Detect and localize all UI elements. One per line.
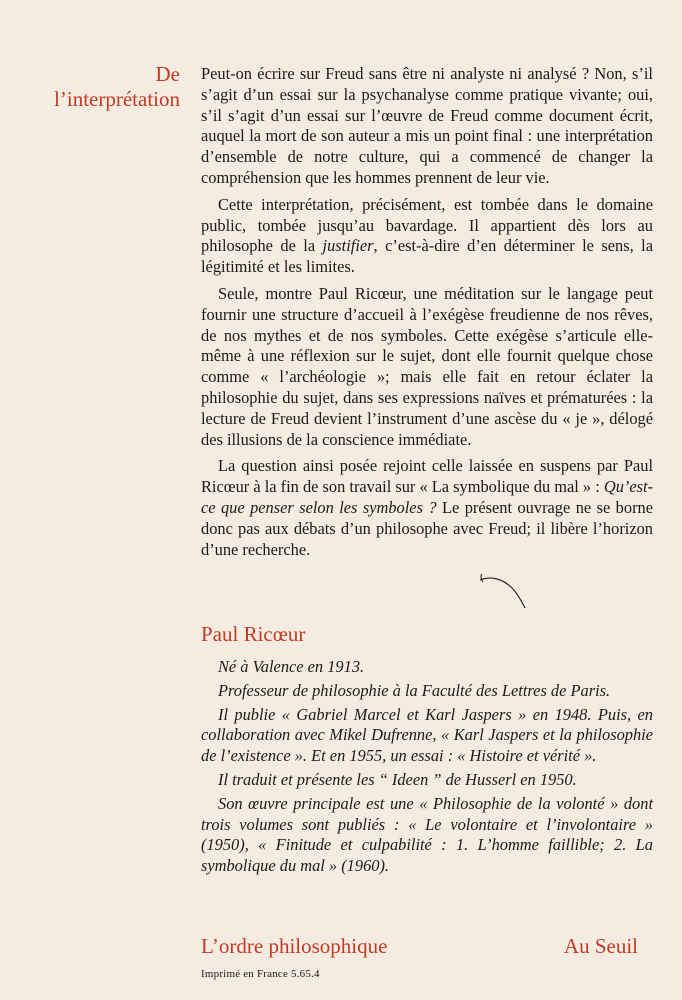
bio-line-2: Professeur de philosophie à la Faculté des Lettres de Paris. [218, 680, 611, 700]
book-title [20, 62, 180, 112]
blurb-paragraph-4 [201, 456, 653, 560]
bio-line-5: Son œuvre principale est une « Philosophie de la volonté » dont trois volumes sont publiés : « Le volontaire et l’involontaire » (1950), « Finitude et culpabilité : 1. L’homme faillible; 2. La symbolique du mal » (1960). [201, 793, 653, 876]
text-run: Peut-on écrire sur Freud sans être ni analyste ni analysé ? Non, s’il s’agit d’un essai sur la psychanalyse comme pratique vivante; oui, s’il s’agit d’un essai sur l’œuvre de Freud comme document écrit, auquel la mort de son auteur a mis un point final : une interprétation d’ensemble de notre culture, qui a commencé de changer la compréhension que les hommes prennent de leur vie. [201, 64, 653, 187]
blurb-text [201, 64, 653, 566]
swash-ornament [478, 572, 528, 612]
author-name: Paul Ricœur [201, 622, 306, 646]
blurb-paragraph-3 [201, 284, 653, 450]
bio-line-3: Il publie « Gabriel Marcel et Karl Jaspers » en 1948. Puis, en collaboration avec Mikel Dufrenne, « Karl Jaspers et la philosophie de l’existence ». Et en 1955, un essai : « Histoire et vérité ». [201, 704, 653, 766]
blurb-paragraph-1 [201, 64, 653, 189]
book-title-line-1: De [155, 62, 180, 86]
text-run: Cette interprétation, précisément, est tombée dans le domaine public, tombée jusqu’au bavardage. Il appartient dès lors au philosophe de la [201, 194, 653, 256]
author-bio [201, 657, 653, 880]
bio-line-4: Il traduit et présente les “ Ideen ” de Husserl en 1950. [218, 769, 577, 789]
series-name: L’ordre philosophique [201, 934, 388, 958]
text-run: Le présent ouvrage ne se borne donc pas aux débats d’un philosophe avec Freud; il libère l’horizon d’une recherche. [201, 497, 653, 559]
text-run: La question ainsi posée rejoint celle laissée en suspens par Paul Ricœur à la fin de son travail sur « La symbolique du mal » : [201, 456, 653, 497]
italic-run: Qu’est-ce que penser selon les symboles ? [201, 477, 654, 517]
bio-line-1: Né à Valence en 1913. [218, 657, 365, 676]
book-title-line-2: l’interprétation [54, 87, 180, 111]
text-run: Seule, montre Paul Ricœur, une méditation sur le langage peut fournir une structure d’accueil à l’exégèse freudienne de nos rêves, de nos mythes et de nos symboles. Cette exégèse s’articule elle-même à une réflexion sur le sujet, dont elle fournit quelque chose comme « l’archéologie »; mais elle fait en retour éclater la philosophie du sujet, dans ses expressions naïves et prématurées : la lecture de Freud devient l’instrument d’une ascèse du « je », délogé des illusions de la conscience immédiate. [201, 283, 653, 449]
publisher-name: Au Seuil [563, 934, 638, 958]
text-run: , c’est-à-dire d’en déterminer le sens, la légitimité et les limites. [201, 236, 653, 277]
blurb-paragraph-2 [201, 195, 653, 278]
printed-in-note: Imprimé en France 5.65.4 [201, 968, 320, 980]
italic-run: justifier [322, 236, 374, 256]
